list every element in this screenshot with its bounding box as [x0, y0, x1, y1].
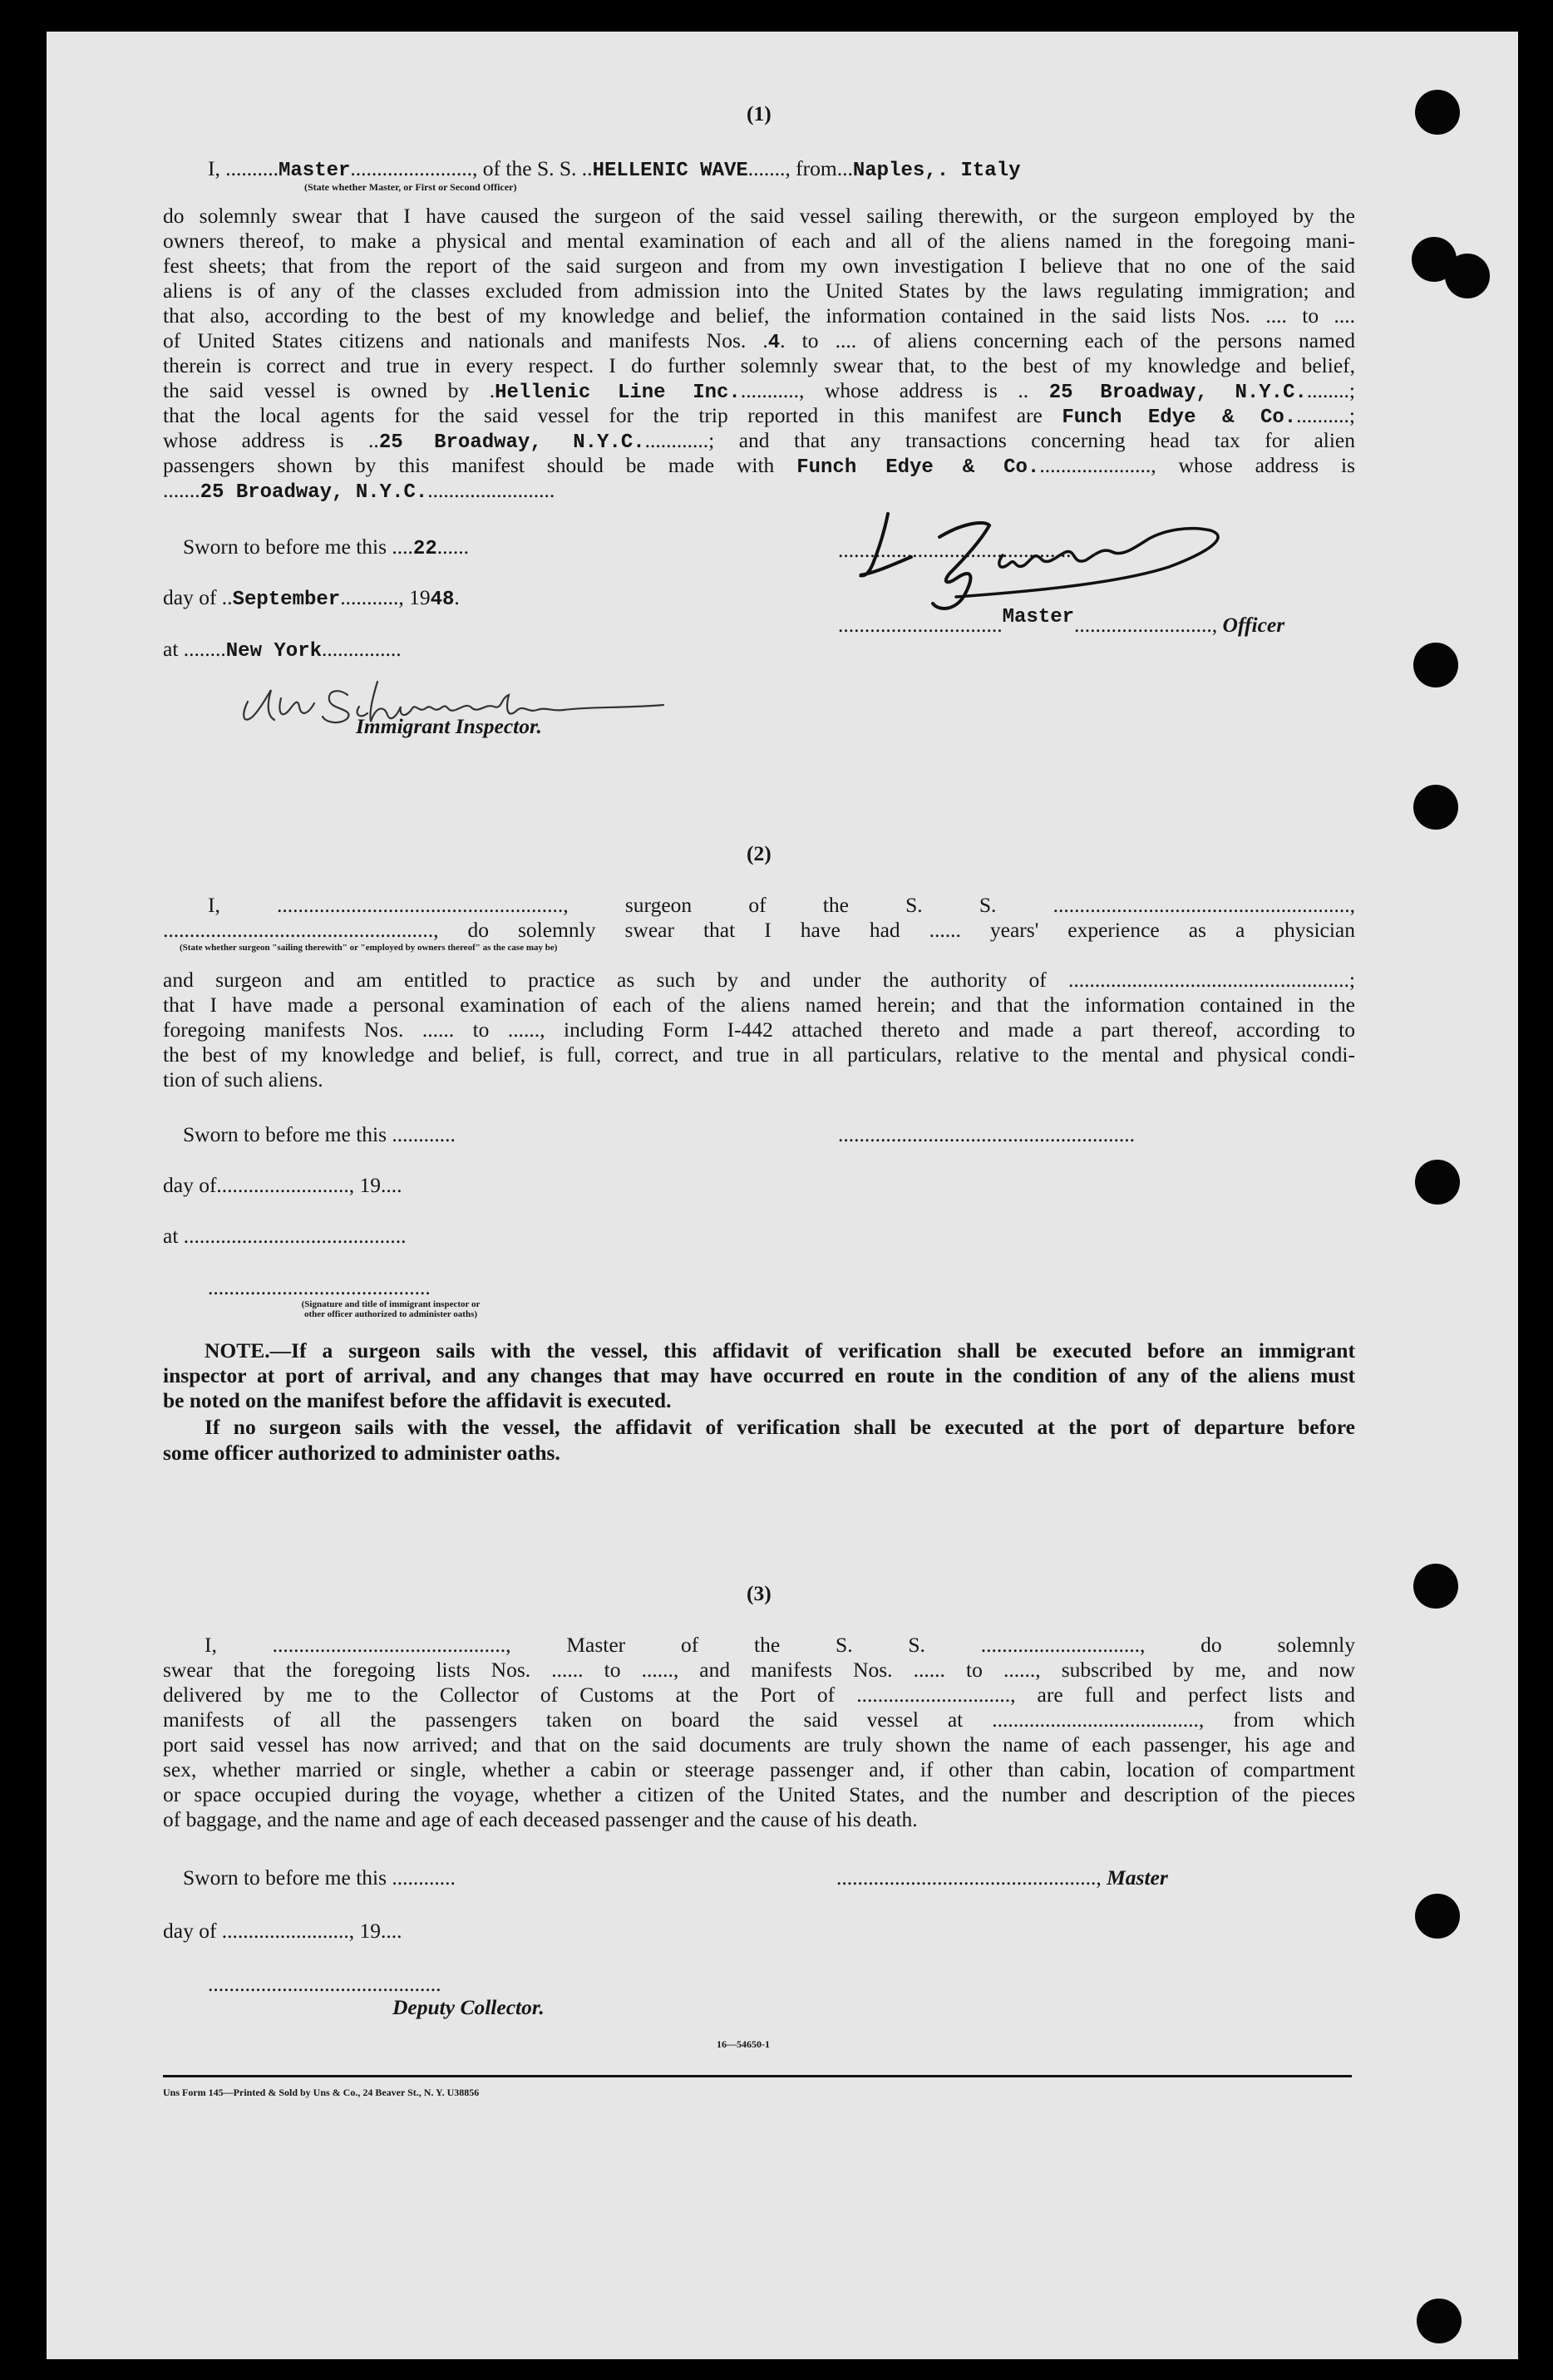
surgeon-caption: (State whether surgeon "sailing therewith" or "employed by owners thereof" as the case may be)	[180, 943, 558, 953]
head-tax-line: passengers shown by this manifest should be made with Funch Edye & Co......................, whose address is	[163, 453, 1356, 479]
sworn-month-line: day of ..September..........., 1948.	[163, 585, 460, 611]
agent-address: 25 Broadway, N.Y.C.	[378, 431, 645, 454]
rank-caption: (State whether Master, or First or Second Officer)	[304, 181, 517, 193]
agent-address-line: whose address is ..25 Broadway, N.Y.C.............; and that any transactions concerning head tax for alien	[163, 428, 1355, 454]
manifest-number: 4	[767, 332, 781, 354]
sworn-line: Sworn to before me this ............	[183, 1865, 456, 1890]
collector-line: of baggage, and the name and age of each deceased passenger and the cause of his death.	[163, 1807, 918, 1831]
agent-line: that the local agents for the said vessel for the trip reported in this manifest are Funch Edye & Co...........;	[163, 403, 1356, 429]
deputy-collector-label: Deputy Collector.	[392, 1995, 545, 2019]
punch-hole	[1417, 2299, 1462, 2343]
master-signature	[840, 497, 1255, 613]
collector-line: swear that the foregoing lists Nos. ...... to ......, and manifests Nos. ...... to ......, subscribed by me, and now	[163, 1658, 1355, 1682]
collector-line: or space occupied during the voyage, whether a citizen of the United States, and the number and description of the pieces	[163, 1782, 1355, 1806]
master-declaration-line: I, ..........Master......................., of the S. S. ..HELLENIC WAVE......., from...Naples,. Italy	[208, 156, 1021, 182]
oath-text-line: that also, according to the best of my knowledge and belief, the information contained in the said lists Nos. .... to ....	[163, 303, 1355, 328]
deputy-signature-line: ............................................	[208, 1972, 441, 1996]
note-line: inspector at port of arrival, and any changes that may have occurred en route in the condition of any of the aliens must	[163, 1363, 1355, 1387]
punch-hole	[1415, 1894, 1460, 1939]
collector-line: I, ............................................, Master of the S. S. .............................., do solemnly	[205, 1633, 1355, 1657]
surgeon-line: tion of such aliens.	[163, 1067, 323, 1091]
punch-hole	[1413, 785, 1458, 830]
date-line: day of........................., 19....	[163, 1173, 402, 1197]
oath-text-line: therein is correct and true in every respect. I do further solemnly swear that, to the best of my knowledge and belief,	[163, 353, 1355, 377]
inspector-title: Immigrant Inspector.	[356, 714, 542, 738]
surgeon-line: ..................................................., do solemnly swear that I have had ...... years' experience as a physician	[163, 918, 1355, 942]
official-signature-caption: (Signature and title of immigrant inspector or other officer authorized to administer oaths)	[301, 1299, 481, 1319]
surgeon-line: foregoing manifests Nos. ...... to ......, including Form I-442 attached thereto and made a part thereof, according to	[163, 1018, 1355, 1042]
punch-hole	[1415, 1160, 1460, 1205]
sworn-date-line: Sworn to before me this ....22......	[183, 535, 469, 560]
master-signature-dots: ................................................., Master	[836, 1865, 1168, 1890]
oath-text-line: do solemnly swear that I have caused the surgeon of the said vessel sailing therewith, or the surgeon employed by the	[163, 204, 1355, 228]
date-line: day of ........................, 19....	[163, 1919, 402, 1943]
head-tax-address: 25 Broadway, N.Y.C.	[200, 481, 428, 504]
local-agent: Funch Edye & Co.	[1062, 407, 1297, 429]
surgeon-line: the best of my knowledge and belief, is full, correct, and true in all particulars, relative to the mental and physical condi-	[163, 1042, 1355, 1067]
manifest-number-line: of United States citizens and nationals and manifests Nos. .4. to .... of aliens concerning each of the persons named	[163, 328, 1355, 354]
surgeon-line: I, ......................................................, surgeon of the S. S. ........................................................,	[208, 893, 1355, 917]
note-line: be noted on the manifest before the affidavit is executed.	[163, 1388, 672, 1412]
note-line: If no surgeon sails with the vessel, the affidavit of verification shall be executed at the port of departure before	[205, 1415, 1355, 1439]
punch-hole	[1413, 643, 1458, 687]
vessel-name: HELLENIC WAVE	[592, 160, 748, 182]
officer-label: Officer	[1222, 613, 1285, 637]
owner-line: the said vessel is owned by .Hellenic Line Inc............, whose address is .. 25 Broadway, N.Y.C.........;	[163, 378, 1355, 404]
collector-line: sex, whether married or single, whether a cabin or steerage passenger and, if other than cabin, location of compartment	[163, 1757, 1355, 1781]
master-label: Master	[1107, 1865, 1168, 1890]
punch-hole	[1413, 1564, 1458, 1609]
head-tax-agent: Funch Edye & Co.	[796, 456, 1040, 479]
master-title-line: ...............................Master.........................., Officer	[838, 606, 1285, 637]
printer-imprint: Uns Form 145—Printed & Sold by Uns & Co., 24 Beaver St., N. Y. U38856	[163, 2087, 480, 2098]
oath-text-line: fest sheets; that from the report of the said surgeon and from my own investigation I believe that no one of the said	[163, 254, 1355, 278]
surgeon-line: that I have made a personal examination of each of the aliens named herein; and that the information contained in the	[163, 993, 1355, 1017]
master-title: Master	[1002, 606, 1075, 628]
note-line: NOTE.—If a surgeon sails with the vessel, this affidavit of verification shall be executed before an immigrant	[205, 1338, 1355, 1362]
section-3-heading: (3)	[747, 1581, 772, 1605]
footer-rule	[163, 2075, 1352, 2077]
form-number: 16—54650-1	[717, 2038, 770, 2050]
owner-address: 25 Broadway, N.Y.C.	[1048, 382, 1307, 404]
sworn-year: 48	[430, 589, 455, 611]
punch-hole	[1415, 90, 1460, 135]
section-1-heading: (1)	[747, 101, 772, 126]
sworn-place-line: at ........New York...............	[163, 637, 402, 663]
master-signature-line: ............................................	[838, 538, 1072, 562]
collector-line: port said vessel has now arrived; and that on the said documents are truly shown the name of each passenger, his age and	[163, 1732, 1355, 1757]
oath-text-line: aliens is of any of the classes excluded from admission into the United States by the laws regulating immigration; and	[163, 278, 1355, 303]
sworn-line: Sworn to before me this ............	[183, 1122, 456, 1146]
surgeon-line: and surgeon and am entitled to practice as such by and under the authority of .....................................................;	[163, 968, 1355, 992]
sworn-place: New York	[225, 640, 322, 663]
punch-hole	[1445, 254, 1490, 298]
section-2-heading: (2)	[747, 841, 772, 865]
surgeon-signature-line: ........................................................	[838, 1122, 1135, 1146]
place-line: at ..........................................	[163, 1224, 407, 1248]
collector-line: manifests of all the passengers taken on board the said vessel at ......................................., from which	[163, 1707, 1355, 1732]
collector-line: delivered by me to the Collector of Customs at the Port of ............................., are full and perfect lists and	[163, 1683, 1355, 1707]
head-tax-address-line: .......25 Broadway, N.Y.C.........................	[163, 478, 555, 504]
sworn-month: September	[232, 589, 341, 611]
departure-port: Naples,. Italy	[852, 160, 1021, 182]
vessel-owner: Hellenic Line Inc.	[495, 382, 741, 404]
oath-text-line: owners thereof, to make a physical and mental examination of each and all of the aliens named in the foregoing mani-	[163, 229, 1355, 253]
note-line: some officer authorized to administer oaths.	[163, 1441, 560, 1465]
officer-rank: Master	[279, 160, 351, 182]
official-signature-line: ..........................................	[208, 1275, 431, 1299]
sworn-day: 22	[412, 538, 437, 560]
